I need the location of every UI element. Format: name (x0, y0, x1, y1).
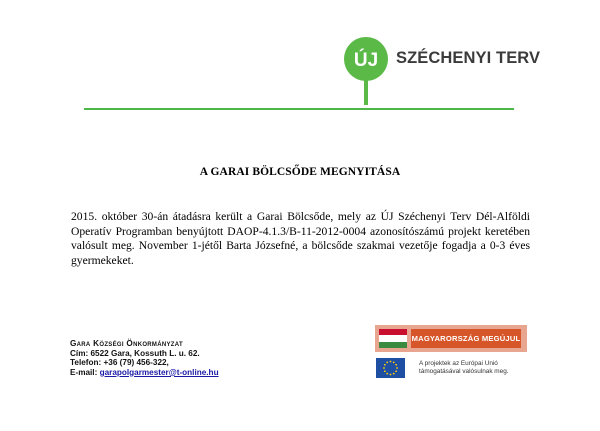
contact-email-line (70, 368, 219, 378)
contact-phone: Telefon: +36 (79) 456-322, (70, 358, 169, 368)
contact-email-label: E-mail: (70, 367, 100, 377)
eu-support-line-2: támogatásával valósulnak meg. (419, 368, 509, 376)
eu-star-icon (386, 373, 388, 375)
eu-star-icon (390, 361, 392, 363)
eu-star-icon (384, 364, 386, 366)
logo-wordmark: SZÉCHENYI TERV (396, 49, 541, 67)
contact-block (70, 339, 219, 377)
eu-support-text (419, 360, 509, 376)
eu-star-icon (393, 361, 395, 363)
eu-star-icon (395, 364, 397, 366)
eu-star-icon (395, 370, 397, 372)
eu-star-icon (390, 374, 392, 376)
contact-address: Cím: 6522 Gara, Kossuth L. u. 62. (70, 348, 200, 358)
map-pin-icon (340, 35, 392, 107)
szechenyi-terv-logo (334, 35, 544, 107)
contact-organization: Gara Községi Önkormányzat (70, 339, 183, 348)
eu-star-icon (393, 373, 395, 375)
eu-star-icon (383, 367, 385, 369)
banner-label: MAGYARORSZÁG MEGÚJUL (411, 329, 521, 348)
header-divider (84, 108, 514, 110)
logo-pin-text: ÚJ (353, 50, 379, 71)
document-title: A GARAI BÖLCSŐDE MEGNYITÁSA (199, 166, 401, 178)
magyarorszag-megujul-banner (375, 325, 527, 352)
eu-star-icon (396, 367, 398, 369)
eu-star-icon (386, 361, 388, 363)
contact-email-link[interactable]: garapolgarmester@t-online.hu (99, 367, 219, 377)
eu-star-icon (384, 370, 386, 372)
eu-flag-icon (376, 358, 405, 378)
body-paragraph: 2015. október 30-án átadásra került a Garai Bölcsőde, mely az ÚJ Széchenyi Terv Dél-Alföldi Operatív Programban benyújtott DAOP-4.1.3/B-11-2012-0004 azonosítószámú projekt keretében valósult meg. November 1-jétől Barta Józsefné, a bölcsőde szakmai vezetője fogadja a 0-3 éves gyermekeket. (71, 210, 530, 267)
hungarian-flag-icon (379, 329, 407, 348)
eu-support-line-1: A projektek az Európai Unió (419, 360, 498, 367)
